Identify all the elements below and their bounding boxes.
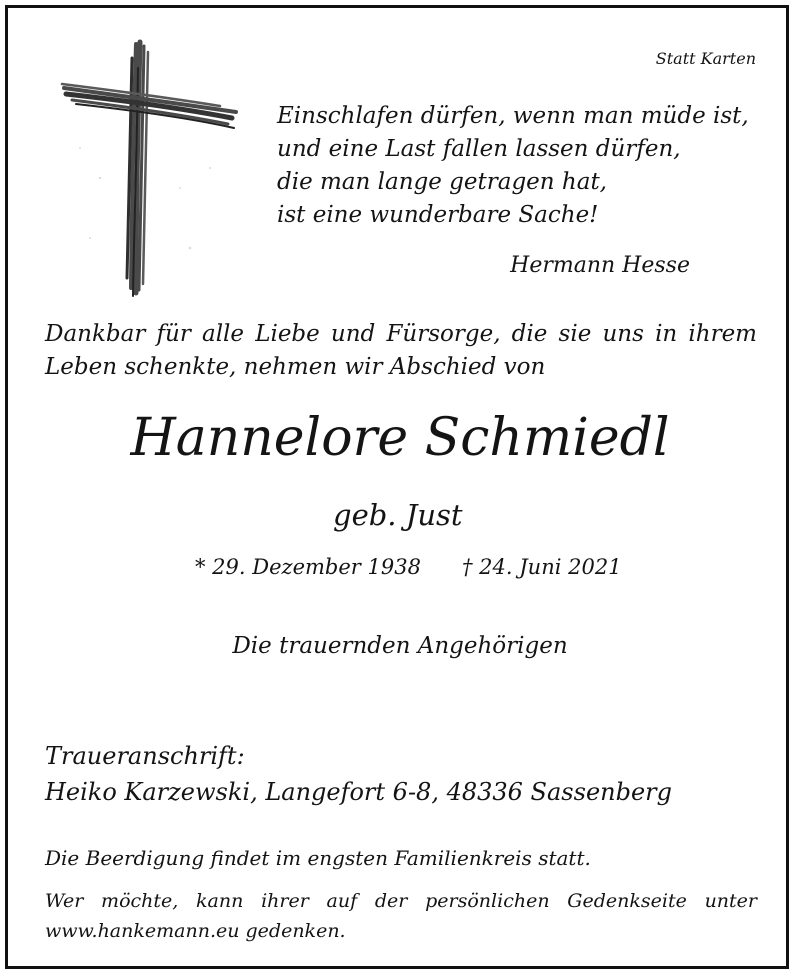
- memorial-line: www.hankemann.eu gedenken.: [45, 920, 346, 942]
- intro-line: Dankbar für alle Liebe und Fürsorge, die sie uns in ihrem: [45, 321, 757, 347]
- poem-line: die man lange getragen hat,: [277, 169, 607, 195]
- memorial-note: [45, 886, 757, 946]
- intro-text: [45, 318, 757, 384]
- birth-date: * 29. Dezember 1938: [195, 555, 421, 579]
- poem: [277, 100, 749, 232]
- death-date: † 24. Juni 2021: [462, 555, 622, 579]
- intro-line: Leben schenkte, nehmen wir Abschied von: [45, 354, 546, 380]
- poem-line: ist eine wunderbare Sache!: [277, 202, 599, 228]
- address-label: Traueranschrift:: [45, 742, 245, 770]
- deceased-name: Hannelore Schmiedl: [130, 408, 670, 468]
- mourners-signature: Die trauernden Angehörigen: [232, 633, 568, 659]
- poem-author: Hermann Hesse: [510, 253, 690, 278]
- funeral-note: Die Beerdigung findet im engsten Familienkreis statt.: [45, 846, 591, 870]
- address-line: Heiko Karzewski, Langefort 6-8, 48336 Sassenberg: [45, 778, 672, 806]
- memorial-line: Wer möchte, kann ihrer auf der persönlichen Gedenkseite unter: [45, 890, 757, 912]
- maiden-name: geb. Just: [333, 498, 463, 532]
- poem-line: Einschlafen dürfen, wenn man müde ist,: [277, 103, 749, 129]
- poem-line: und eine Last fallen lassen dürfen,: [277, 136, 681, 162]
- mourning-address: [45, 738, 672, 810]
- cross-icon: [60, 38, 240, 298]
- statt-karten-note: Statt Karten: [655, 49, 756, 68]
